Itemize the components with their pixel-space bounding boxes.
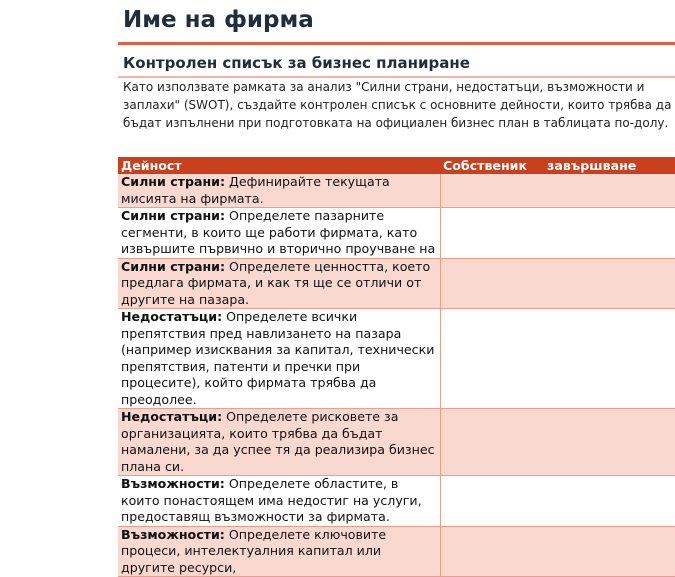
- checklist-table: [118, 157, 675, 577]
- completion-cell[interactable]: [544, 409, 675, 476]
- activity-category: Силни страни:: [121, 258, 226, 274]
- completion-cell[interactable]: [544, 174, 675, 208]
- activity-category: Недостатъци:: [121, 309, 223, 324]
- table-row: [118, 309, 675, 409]
- activity-text: Определете пазарните сегменти, в които ще работи фирмата, като извършите първично и вторично проучване на: [121, 208, 436, 256]
- column-header-completion: завършване: [544, 157, 675, 174]
- activity-cell[interactable]: [118, 309, 440, 409]
- activity-text: Определете ценността, което предлага фирмата, и как тя ще се отличи от другите на пазара.: [121, 258, 431, 307]
- activity-cell[interactable]: [118, 258, 440, 309]
- activity-cell[interactable]: [118, 208, 440, 259]
- table-row: [118, 174, 675, 208]
- completion-cell[interactable]: [544, 526, 675, 577]
- owner-cell[interactable]: [440, 526, 544, 577]
- page-subtitle: Контролен списък за бизнес планиране: [123, 54, 470, 72]
- activity-cell[interactable]: [118, 174, 440, 208]
- column-header-owner: Собственик: [440, 157, 544, 174]
- column-header-activity: Дейност: [118, 157, 440, 174]
- owner-cell[interactable]: [440, 208, 544, 259]
- activity-category: Силни страни:: [121, 174, 226, 189]
- company-name: Име на фирма: [123, 7, 314, 33]
- title-rule: [118, 42, 675, 45]
- table-row: [118, 409, 675, 476]
- activity-text: Определете рисковете за организацията, които трябва да бъдат намалени, за да успее тя да реализира бизнес плана си.: [121, 409, 435, 474]
- completion-cell[interactable]: [544, 258, 675, 309]
- activity-cell[interactable]: [118, 526, 440, 577]
- activity-cell[interactable]: [118, 476, 440, 527]
- activity-category: Възможности:: [121, 526, 225, 542]
- table-row: [118, 526, 675, 577]
- activity-category: Силни страни:: [121, 208, 226, 223]
- owner-cell[interactable]: [440, 174, 544, 208]
- activity-cell[interactable]: [118, 409, 440, 476]
- table-row: [118, 258, 675, 309]
- completion-cell[interactable]: [544, 309, 675, 409]
- table-row: [118, 476, 675, 527]
- owner-cell[interactable]: [440, 258, 544, 309]
- table-header-row: [118, 157, 675, 174]
- activity-cell-clip: [121, 208, 437, 258]
- owner-cell[interactable]: [440, 409, 544, 476]
- activity-category: Недостатъци:: [121, 409, 223, 424]
- activity-text: Дефинирайте текущата мисията на фирмата.: [121, 174, 390, 206]
- owner-cell[interactable]: [440, 476, 544, 527]
- completion-cell[interactable]: [544, 476, 675, 527]
- completion-cell[interactable]: [544, 208, 675, 259]
- owner-cell[interactable]: [440, 309, 544, 409]
- activity-category: Възможности:: [121, 476, 225, 491]
- activity-text: Определете всички препятствия пред навлизането на пазара (например изисквания за капитал, технически препятствия, патенти и пречки при процесите), който фирмата трябва да преодолее.: [121, 309, 435, 407]
- activity-text: Определете областите, в които понастоящем има недостиг на услуги, предоставящ възможности за фирмата.: [121, 476, 422, 524]
- table-row: [118, 208, 675, 259]
- intro-paragraph: Като използвате рамката за анализ "Силни страни, недостатъци, възможности и заплахи" (SWOT), създайте контролен списък с основните дейности, които трябва да бъдат изпълнени при подготовката на официален бизнес план в таблицата по-долу.: [123, 80, 672, 130]
- activity-text: Определете ключовите процеси, интелектуалния капитал или другите ресурси,: [121, 526, 387, 575]
